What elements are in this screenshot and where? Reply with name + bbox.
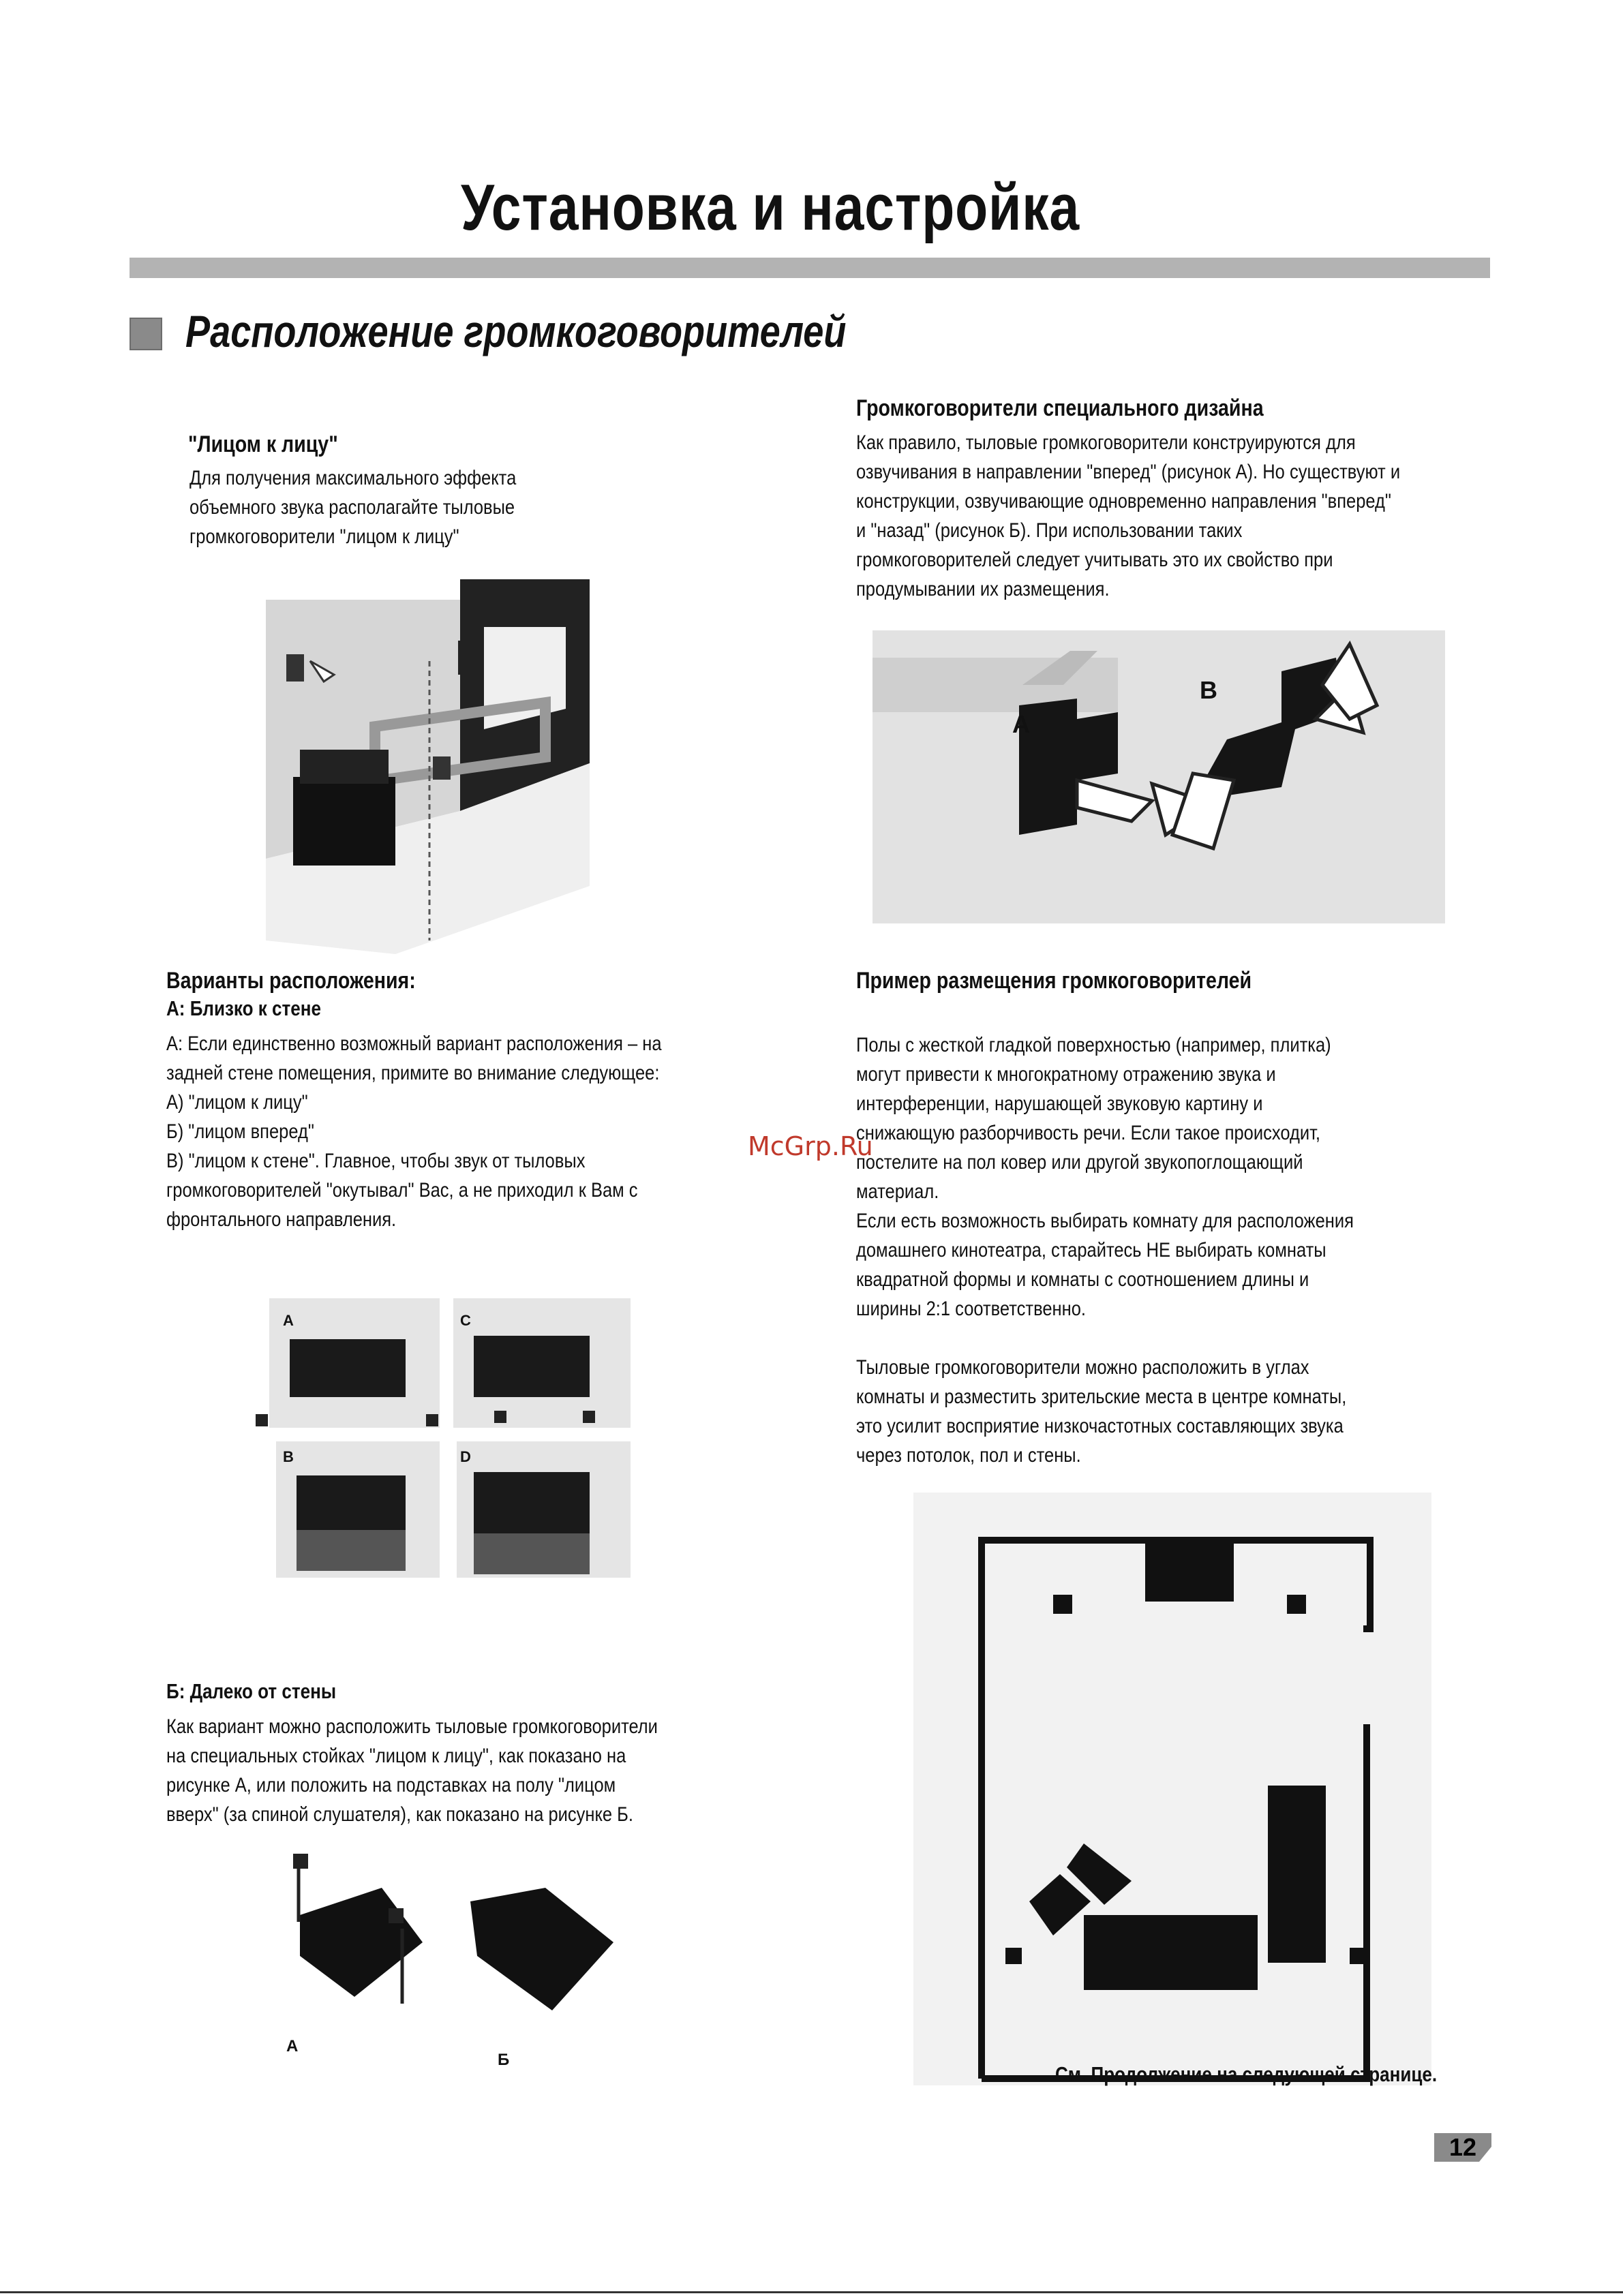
room-floor-plan-illustration <box>913 1493 1431 2085</box>
far-from-wall-heading: Б: Далеко от стены <box>166 1679 337 1703</box>
figure-label-a: A <box>1012 710 1030 738</box>
variants-subheading: А: Близко к стене <box>166 996 321 1020</box>
title-divider-bar <box>130 258 1490 278</box>
section-title: Расположение громкоговорителей <box>185 306 847 356</box>
figure-label-a: A <box>283 1312 294 1329</box>
variants-close-to-wall-illustration <box>256 1298 637 1578</box>
figure-label-b: Б <box>498 2051 510 2069</box>
variants-heading: Варианты расположения: <box>166 968 416 994</box>
page-corner-icon <box>1479 2147 1491 2162</box>
figure-label-a: A <box>286 2037 299 2055</box>
far-from-wall-text: Как вариант можно расположить тыловые громкоговорители на специальных стойках "лицом к лицу", как показано на рисунке А, или положить на подставках на полу "лицом вверх" (за спиной слушателя), как показано на рисунке Б. <box>166 1715 658 1826</box>
watermark: McGrp.Ru <box>748 1131 873 1161</box>
placement-example-text: Полы с жесткой гладкой поверхностью (например, плитка) могут привести к многократному отражению звука и интерференции, нарушающей звуковую картину и снижающую разборчивость речи. Если такое происходит, постелите на пол ковер или другой звукопоглощающий материал. Если есть возможность выбирать комнату для расположения домашнего кинотеатра, старайтесь НЕ выбирать комнаты квадратной формы и комнаты с соотношением длины и ширины 2:1 соответственно. Тыловые громкоговорители можно расположить в углах комнаты и разместить зрительские места в центре комнаты, это усилит восприятие низкочастотных составляющих звука через потолок, пол и стены. <box>856 1034 1354 1467</box>
figure-label-c: C <box>460 1312 471 1329</box>
figure-label-b: B <box>1200 676 1217 704</box>
special-design-text: Как правило, тыловые громкоговорители конструируются для озвучивания в направлении "вперед" (рисунок А). Но существуют и конструкции, озвучивающие одновременно направления "вперед" и "назад" (рисунок Б). При использовании таких громкоговорителей следует учитывать это их свойство при продумывании их размещения. <box>856 431 1401 600</box>
figure-label-b: B <box>283 1448 294 1465</box>
section-bullet-icon <box>130 318 162 350</box>
figure-label-d: D <box>460 1448 471 1465</box>
placement-example-heading: Пример размещения громкоговорителей <box>856 968 1252 994</box>
room-face-to-face-illustration <box>259 572 600 954</box>
far-from-wall-illustration <box>259 1840 702 2085</box>
special-design-heading: Громкоговорители специального дизайна <box>856 395 1264 421</box>
face-to-face-heading: "Лицом к лицу" <box>188 431 338 457</box>
footer-rule <box>0 2291 1623 2293</box>
continue-note: См. Продолжение на следующей странице. <box>1055 2062 1438 2086</box>
speaker-design-illustration <box>873 630 1445 923</box>
page-number: 12 <box>1434 2133 1491 2162</box>
face-to-face-text: Для получения максимального эффекта объемного звука располагайте тыловые громкоговорители "лицом к лицу" <box>189 467 517 548</box>
variants-text: А: Если единственно возможный вариант расположения – на задней стене помещения, примите во внимание следующее: А) "лицом к лицу" Б) "лицом вперед" В) "лицом к стене". Главное, чтобы звук от тыловых громкоговорителей "окутывал" Вас, а не приходил к Вам с фронтального направления. <box>166 1032 662 1231</box>
page-title: Установка и настройка <box>460 171 1080 244</box>
